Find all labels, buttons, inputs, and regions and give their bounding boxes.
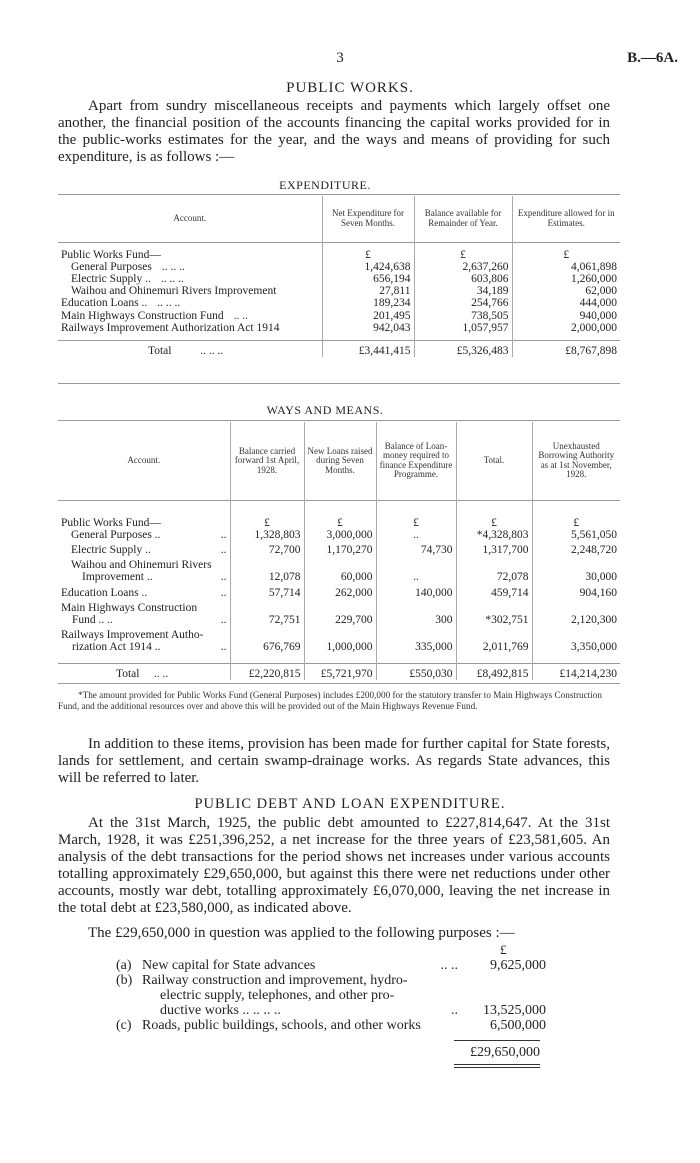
ways-row-new-loans: 60,000 <box>304 571 376 583</box>
exp-row-allowed: 62,000 <box>512 285 620 297</box>
ways-row-total: 459,714 <box>456 587 532 599</box>
expenditure-bottom-rule <box>58 383 620 384</box>
purpose-text-line: Railway construction and improvement, hydro- <box>142 973 408 988</box>
purpose-text-line: electric supply, telephones, and other pro- <box>160 988 395 1003</box>
exp-total-net: £3,441,415 <box>322 340 414 357</box>
leader-dots: .. <box>220 586 227 599</box>
exp-unit: £ <box>414 249 512 261</box>
ways-row-account <box>58 587 230 599</box>
exp-row-label: Railways Improvement Authorization Act 1914 <box>61 321 280 334</box>
purpose-value <box>460 988 548 1003</box>
exp-row-balance: 1,057,957 <box>414 322 512 334</box>
exp-col-balance: Balance available for Remainder of Year. <box>414 196 512 242</box>
ways-row-account <box>58 571 230 583</box>
ways-heading: WAYS AND MEANS. <box>266 403 384 417</box>
exp-unit: £ <box>322 249 414 261</box>
exp-row <box>58 322 620 334</box>
purpose-key: (c) <box>116 1018 132 1033</box>
ways-total-row <box>58 663 620 680</box>
total-double-rule <box>454 1064 540 1065</box>
exp-row-label: Waihou and Ohinemuri Rivers Improvement <box>71 285 277 298</box>
purpose-line <box>114 1018 548 1033</box>
ways-row-label-line <box>58 602 620 614</box>
ways-col-unexhausted: Unexhausted Borrowing Authority as at 1st November, 1928. <box>532 422 620 500</box>
ways-row-label-line <box>58 559 620 571</box>
purpose-value: 6,500,000 <box>490 1018 546 1033</box>
exp-row-balance: 2,637,260 <box>414 261 512 273</box>
ways-row-unexhausted: 2,120,300 <box>532 614 620 626</box>
ways-row-balance-forward: 676,769 <box>230 641 304 653</box>
exp-row <box>58 273 620 285</box>
document-reference: B.—6A. <box>627 50 678 66</box>
purpose-value: 9,625,000 <box>490 958 546 973</box>
exp-row-allowed: 940,000 <box>512 310 620 322</box>
ways-row <box>58 529 620 541</box>
exp-row-account <box>58 261 322 273</box>
purpose-line <box>114 1003 548 1018</box>
exp-row-net: 27,811 <box>322 285 414 297</box>
ways-row-unexhausted: 3,350,000 <box>532 641 620 653</box>
purpose-line <box>114 988 548 1003</box>
exp-row-label: Education Loans .. <box>61 297 148 310</box>
expenditure-table <box>58 196 620 357</box>
ways-total-loan-money: £550,030 <box>376 663 456 680</box>
ways-total-total: £8,492,815 <box>456 663 532 680</box>
ways-row-unexhausted: 904,160 <box>532 587 620 599</box>
ways-col-loan-money: Balance of Loan-money required to finance Expenditure Programme. <box>376 422 456 500</box>
purpose-text <box>140 1018 460 1033</box>
ways-col-total: Total. <box>456 422 532 500</box>
ways-row-balance-forward: 12,078 <box>230 571 304 583</box>
exp-row-account <box>58 310 322 322</box>
exp-row-allowed: 1,260,000 <box>512 273 620 285</box>
ways-group-label: Public Works Fund— <box>61 516 161 529</box>
purpose-value: 13,525,000 <box>483 1003 546 1018</box>
exp-row-balance: 254,766 <box>414 297 512 309</box>
leader-dots: .. .. .. <box>161 260 185 273</box>
paragraph-purposes-intro: The £29,650,000 in question was applied to the following purposes :— <box>88 925 515 941</box>
ways-unit: £ <box>304 517 376 529</box>
exp-row-net: 1,424,638 <box>322 261 414 273</box>
ways-row-loan-money: .. <box>376 571 456 583</box>
leader-dots: .. .. .. <box>157 297 181 310</box>
ways-row <box>58 544 620 556</box>
exp-row <box>58 261 620 273</box>
ways-unit: £ <box>456 517 532 529</box>
ways-total-balance-forward: £2,220,815 <box>230 663 304 680</box>
ways-row-balance-forward: 72,700 <box>230 544 304 556</box>
ways-row <box>58 641 620 653</box>
ways-row <box>58 614 620 626</box>
purpose-line <box>114 973 548 988</box>
purpose-text-line: ductive works .. .. .. .. <box>160 1003 281 1018</box>
ways-row <box>58 587 620 599</box>
ways-row-total: *302,751 <box>456 614 532 626</box>
leader-dots: .. <box>451 1003 458 1018</box>
ways-unit: £ <box>376 517 456 529</box>
exp-total-row <box>58 340 620 357</box>
exp-col-net: Net Expenditure for Seven Months. <box>322 196 414 242</box>
ways-row-new-loans: 1,000,000 <box>304 641 376 653</box>
ways-col-account: Account. <box>127 455 161 465</box>
exp-row-account <box>58 285 322 297</box>
ways-row-account <box>58 544 230 556</box>
ways-row-label: Waihou and Ohinemuri Rivers <box>71 559 212 572</box>
intro-paragraph: Apart from sundry miscellaneous receipts and payments which largely offset one another, the financial position of the accounts financing the capital works provided for in the public-works estimates for the year, and the ways and means of providing for such expenditure, is as follows :— <box>58 98 610 165</box>
exp-row-allowed: 2,000,000 <box>512 322 620 334</box>
purpose-key: (b) <box>116 973 133 988</box>
ways-unit: £ <box>532 517 620 529</box>
paragraph-additional-items: In addition to these items, provision has been made for further capital for State forests, lands for settlement, and certain swamp-drainage works. As regards State advances, this will be referred to later. <box>58 736 610 786</box>
ways-col-balance-forward: Balance carried forward 1st April, 1928. <box>230 422 304 500</box>
section-title-public-debt: PUBLIC DEBT AND LOAN EXPENDITURE. <box>194 796 506 812</box>
ways-unit: £ <box>230 517 304 529</box>
exp-row-label: Electric Supply .. <box>71 272 151 285</box>
exp-row-net: 189,234 <box>322 297 414 309</box>
ways-row-label: Education Loans .. <box>61 586 148 599</box>
footnote: *The amount provided for Public Works Fund (General Purposes) includes £200,000 for the statutory transfer to Main Highways Construction Fund, and the additional resources over and above this will be provided out of the Main Highways Revenue Fund. <box>58 690 602 711</box>
leader-dots: .. .. .. <box>200 344 224 357</box>
expenditure-heading: EXPENDITURE. <box>279 178 371 192</box>
leader-dots: .. .. .. <box>160 272 184 285</box>
purposes-total: £29,650,000 <box>470 1045 540 1060</box>
ways-row-label: rization Act 1914 .. <box>72 641 161 654</box>
ways-row-unexhausted: 5,561,050 <box>532 529 620 541</box>
exp-row-allowed: 444,000 <box>512 297 620 309</box>
purpose-value <box>460 973 548 988</box>
leader-dots: .. .. <box>440 958 458 973</box>
exp-row-label: General Purposes <box>71 260 152 273</box>
ways-row-label: General Purposes .. <box>71 528 161 541</box>
ways-row-loan-money: 300 <box>376 614 456 626</box>
ways-row <box>58 571 620 583</box>
purposes-sum-rule <box>454 1040 540 1041</box>
ways-row-label: Improvement .. <box>82 571 153 584</box>
ways-row-label: Fund .. .. <box>72 613 113 626</box>
purpose-key <box>114 1003 140 1018</box>
ways-row-label-line <box>58 629 620 641</box>
exp-row <box>58 297 620 309</box>
exp-unit: £ <box>512 249 620 261</box>
purpose-text-line: Roads, public buildings, schools, and other works <box>142 1018 421 1033</box>
exp-row-net: 201,495 <box>322 310 414 322</box>
exp-row-net: 942,043 <box>322 322 414 334</box>
exp-row-balance: 34,189 <box>414 285 512 297</box>
ways-row-new-loans: 1,170,270 <box>304 544 376 556</box>
ways-row-label: Railways Improvement Autho- <box>61 629 204 642</box>
ways-row-loan-money: 74,730 <box>376 544 456 556</box>
ways-row-balance-forward: 72,751 <box>230 614 304 626</box>
exp-row <box>58 285 620 297</box>
exp-row-account <box>58 273 322 285</box>
ways-row-loan-money: 335,000 <box>376 641 456 653</box>
ways-row-total: 2,011,769 <box>456 641 532 653</box>
ways-row-unexhausted: 30,000 <box>532 571 620 583</box>
exp-col-allowed: Expenditure allowed for in Estimates. <box>512 196 620 242</box>
exp-total-label: Total <box>148 344 172 357</box>
ways-rows <box>58 529 620 657</box>
exp-row <box>58 310 620 322</box>
section-title-public-works: PUBLIC WORKS. <box>286 80 414 96</box>
purpose-text-line: New capital for State advances <box>142 958 316 973</box>
leader-dots: .. <box>220 571 227 584</box>
ways-total-label: Total <box>116 667 140 680</box>
exp-total-allowed: £8,767,898 <box>512 340 620 357</box>
ways-row-account <box>58 614 230 626</box>
ways-row-balance-forward: 1,328,803 <box>230 529 304 541</box>
ways-row-total: *4,328,803 <box>456 529 532 541</box>
ways-row-balance-forward: 57,714 <box>230 587 304 599</box>
exp-row-account <box>58 297 322 309</box>
purpose-text <box>140 958 460 973</box>
purpose-key <box>114 988 140 1003</box>
ways-row-loan-money: 140,000 <box>376 587 456 599</box>
exp-row-allowed: 4,061,898 <box>512 261 620 273</box>
ways-bottom-rule <box>58 683 620 684</box>
ways-row-total: 1,317,700 <box>456 544 532 556</box>
purpose-text <box>140 1003 460 1018</box>
ways-row-account <box>58 641 230 653</box>
ways-col-new-loans: New Loans raised during Seven Months. <box>304 422 376 500</box>
ways-row-label: Electric Supply .. <box>71 543 151 556</box>
leader-dots: .. .. <box>233 309 248 322</box>
exp-total-balance: £5,326,483 <box>414 340 512 357</box>
ways-top-rule <box>58 420 620 421</box>
paragraph-public-debt: At the 31st March, 1925, the public debt amounted to £227,814,647. At the 31st March, 1928, it was £251,396,252, a net increase for the three years of £23,581,605. An analysis of the debt transactions for the period shows net increases under various accounts totalling approximately £29,650,000, but against this there were net reductions under other accounts, mostly war debt, totalling approximately £6,070,000, leaving the net increase in the total debt at £23,580,000, as indicated above. <box>58 815 610 916</box>
leader-dots: .. <box>220 528 227 541</box>
exp-row-balance: 603,806 <box>414 273 512 285</box>
ways-row-account <box>58 529 230 541</box>
expenditure-top-rule <box>58 194 620 195</box>
ways-row-label: Main Highways Construction <box>61 601 198 614</box>
exp-row-label: Main Highways Construction Fund <box>61 309 224 322</box>
ways-row-total: 72,078 <box>456 571 532 583</box>
purposes-unit: £ <box>500 942 507 957</box>
leader-dots: .. <box>220 641 227 654</box>
exp-row-account <box>58 322 322 334</box>
ways-row-new-loans: 262,000 <box>304 587 376 599</box>
leader-dots: .. <box>220 543 227 556</box>
purpose-line <box>114 958 548 973</box>
ways-row-new-loans: 3,000,000 <box>304 529 376 541</box>
ways-table <box>58 422 620 680</box>
exp-row-balance: 738,505 <box>414 310 512 322</box>
purpose-text <box>140 973 460 988</box>
expenditure-rows <box>58 261 620 334</box>
ways-total-new-loans: £5,721,970 <box>304 663 376 680</box>
exp-group-label: Public Works Fund— <box>61 248 161 261</box>
leader-dots: .. <box>220 613 227 626</box>
ways-row-unexhausted: 2,248,720 <box>532 544 620 556</box>
ways-row-new-loans: 229,700 <box>304 614 376 626</box>
exp-row-net: 656,194 <box>322 273 414 285</box>
exp-col-account: Account. <box>173 213 207 223</box>
purposes-table <box>114 958 548 1033</box>
leader-dots: .. .. <box>153 667 169 680</box>
purpose-text <box>140 988 460 1003</box>
purpose-key: (a) <box>116 958 132 973</box>
page-number: 3 <box>336 50 344 66</box>
total-double-rule <box>454 1067 540 1068</box>
ways-row-loan-money: .. <box>376 529 456 541</box>
ways-total-unexhausted: £14,214,230 <box>532 663 620 680</box>
